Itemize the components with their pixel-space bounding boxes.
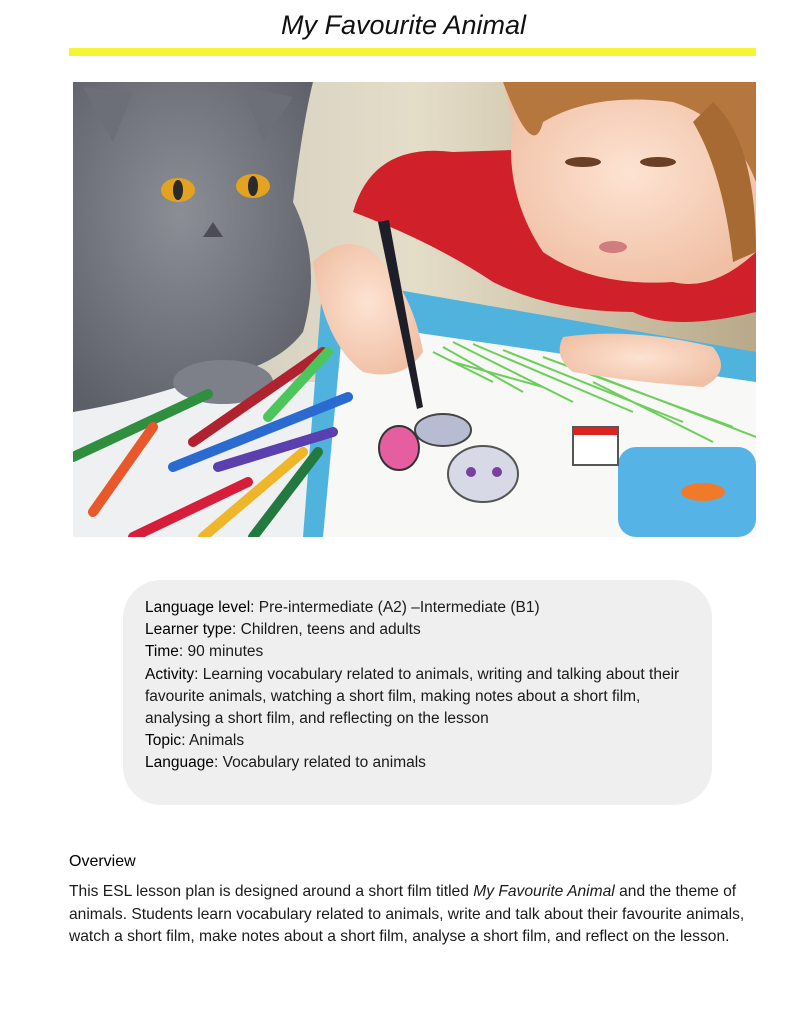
overview-paragraph [69, 881, 759, 949]
topic-label: Topic [145, 732, 182, 750]
time-label: Time [145, 643, 179, 661]
learner-type-line [145, 619, 686, 641]
language-line [145, 752, 686, 774]
activity-line [145, 664, 686, 731]
learner-type-value: : Children, teens and adults [232, 621, 421, 639]
topic-line [145, 730, 686, 752]
learner-type-label: Learner type [145, 621, 233, 639]
language-level-label: Language level [145, 599, 251, 616]
title-underline [69, 48, 756, 56]
lesson-photo [73, 82, 756, 537]
overview-text-start: This ESL lesson plan is designed around a short film titled [69, 883, 474, 900]
time-line [145, 641, 686, 663]
language-value: : Vocabulary related to animals [213, 754, 426, 772]
activity-label: Activity [145, 665, 195, 683]
overview-heading: Overview [69, 853, 136, 870]
overview-film-title: My Favourite Animal [473, 883, 615, 900]
lesson-info-box [123, 580, 712, 805]
topic-value: : Animals [181, 732, 245, 750]
language-level-value: : Pre-intermediate (A2) –Intermediate (B1) [250, 599, 540, 616]
language-label: Language [145, 754, 214, 772]
time-value: : 90 minutes [178, 643, 264, 661]
document-title: My Favourite Animal [280, 10, 527, 40]
activity-value: : Learning vocabulary related to animals, writing and talking about their favourite animals, watching a short film, making notes about a short film, analysing a short film, and reflecting on the lesson [145, 665, 680, 728]
overview-text-end: and the theme of animals. Students learn vocabulary related to animals, write and talk about their favourite animals, watch a short film, make notes about a short film, analyse a short film, and reflect on the lesson. [69, 883, 745, 945]
language-level-line [145, 597, 686, 619]
